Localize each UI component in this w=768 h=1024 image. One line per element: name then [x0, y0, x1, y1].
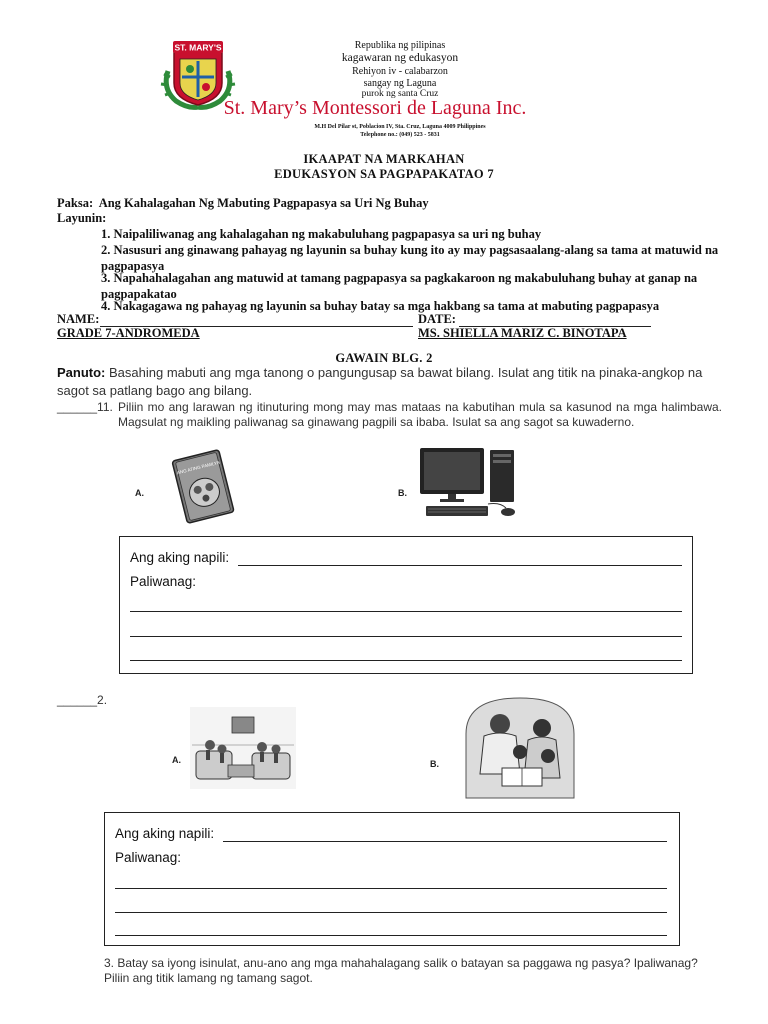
- instructions: [57, 364, 717, 400]
- activity-title: GAWAIN BLG. 2: [335, 351, 433, 365]
- objective-item: 1. Naipaliliwanag ang kahalagahan ng makabuluhang pagpapasya sa uri ng buhay: [101, 227, 542, 241]
- topic-text: Ang Kahalagahan Ng Mabuting Pagpapasya sa Uri Ng Buhay: [98, 196, 429, 210]
- question-text-body: Piliin mo ang larawan ng itinuturing mong may mas mataas na kabutihan mula sa kasunod na mga halimbawa. Magsulat ng maikling paliwanag sa ginawang pagpili sa ibaba. Isulat sa ang sagot sa kuwaderno.: [118, 400, 722, 429]
- objective-item: 2. Nasusuri ang ginawang pahayag ng layunin sa buhay kung ito ay may pagsasaalang-alang sa tama at matuwid na pagpapasya: [101, 243, 719, 273]
- header-division: sangay ng Laguna: [363, 78, 437, 89]
- explanation-line[interactable]: [130, 660, 682, 661]
- svg-text:ST. MARY'S: ST. MARY'S: [174, 42, 222, 53]
- objective-item: 4. Nakagagawa ng pahayag ng layunin sa buhay batay sa mga hakbang sa tama at mabuting pagpapasya: [101, 299, 660, 313]
- answer-box: [104, 812, 680, 946]
- explanation-line[interactable]: [115, 935, 667, 936]
- quarter-title: IKAAPAT NA MARKAHAN: [303, 152, 465, 166]
- question-number[interactable]: ______11.: [57, 400, 113, 414]
- objectives-label: Layunin:: [57, 211, 107, 225]
- explanation-line[interactable]: [115, 912, 667, 913]
- desktop-computer-icon[interactable]: [418, 444, 520, 520]
- chosen-answer-line[interactable]: [238, 565, 682, 566]
- book-title: ANG ATING PAMILYA: [176, 459, 221, 476]
- header-republic: Republika ng pilipinas: [354, 40, 446, 51]
- topic-line: [57, 196, 429, 211]
- chosen-label: Ang aking napili:: [115, 826, 215, 841]
- option-a-label: A.: [172, 755, 181, 765]
- explanation-line[interactable]: [130, 636, 682, 637]
- explanation-line[interactable]: [115, 888, 667, 889]
- family-reading-icon[interactable]: [462, 694, 578, 802]
- question-number[interactable]: ______2.: [57, 693, 108, 707]
- teacher-name: MS. SHIELLA MARIZ C. BINOTAPA: [418, 326, 627, 340]
- header-district: purok ng santa Cruz: [361, 89, 439, 99]
- option-b-label: B.: [430, 759, 439, 769]
- topic-label: Paksa:: [57, 196, 94, 210]
- date-label: DATE:: [418, 312, 456, 326]
- option-b-label: B.: [398, 488, 407, 498]
- header-region: Rehiyon iv - calabarzon: [352, 66, 448, 77]
- header-department: kagawaran ng edukasyon: [341, 52, 459, 64]
- school-address: [300, 123, 500, 139]
- objective-item: 3. Napahahalagahan ang matuwid at tamang pagpapasya sa pagkakaroon ng makabuluhang buhay at ganap na pagpapakatao: [101, 271, 698, 301]
- telephone-line: Telephone no.: (049) 523 - 5831: [360, 132, 440, 138]
- address-line: M.H Del Pilar st, Poblacion IV, Sta. Cruz, Laguna 4009 Philippines: [314, 124, 486, 130]
- option-a-label: A.: [135, 488, 144, 498]
- subject-title: EDUKASYON SA PAGPAPAKATAO 7: [274, 167, 494, 181]
- name-label: NAME:: [57, 312, 100, 326]
- explanation-label: Paliwanag:: [130, 574, 197, 589]
- school-name: St. Mary’s Montessori de Laguna Inc.: [223, 97, 527, 119]
- instructions-text: Basahing mabuti ang mga tanong o pangungusap sa bawat bilang. Isulat ang titik na pinaka-angkop na sagot sa patlang bago ang bilang.: [57, 365, 703, 398]
- instructions-label: Panuto:: [57, 365, 106, 380]
- chosen-answer-line[interactable]: [223, 841, 667, 842]
- chosen-label: Ang aking napili:: [130, 550, 230, 565]
- answer-box: [119, 536, 693, 674]
- book-icon[interactable]: [165, 446, 245, 526]
- explanation-line[interactable]: [130, 611, 682, 612]
- grade-label: GRADE 7-ANDROMEDA: [57, 326, 200, 340]
- family-living-room-icon[interactable]: [188, 705, 298, 791]
- question-3-text: 3. Batay sa iyong isinulat, anu-ano ang mga mahahalagang salik o batayan sa paggawa ng pasya? Ipaliwanag? Piliin ang titik lamang ng tamang sagot.: [104, 956, 698, 985]
- question-text: [118, 400, 722, 429]
- explanation-label: Paliwanag:: [115, 850, 182, 865]
